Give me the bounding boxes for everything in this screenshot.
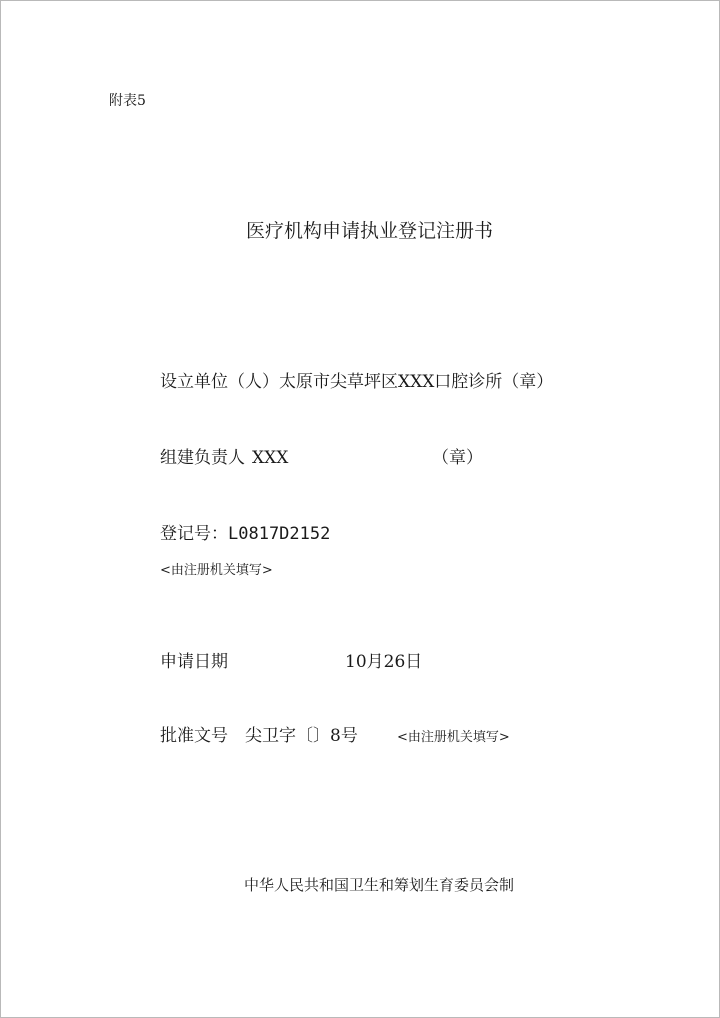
responsible-person-seal: （章） [432, 448, 483, 468]
registration-number-label: 登记号： [160, 524, 228, 544]
establishing-unit-line: 设立单位（人）太原市尖草坪区XXX口腔诊所（章） [160, 372, 554, 392]
registration-number-value: L0817D2152 [228, 524, 331, 544]
application-date-value: 10月26日 [345, 652, 423, 672]
responsible-person-name: XXX [252, 448, 289, 468]
application-date-label: 申请日期 [160, 652, 228, 672]
document-title: 医疗机构申请执业登记注册书 [246, 220, 494, 242]
appendix-label: 附表5 [109, 93, 146, 109]
approval-number-label: 批准文号 [160, 726, 228, 746]
issuing-authority: 中华人民共和国卫生和筹划生育委员会制 [244, 876, 515, 894]
responsible-person-label: 组建负责人 [160, 448, 245, 468]
approval-number-value: 尖卫字〔〕8号 [245, 726, 358, 746]
registration-note: <由注册机关填写> [160, 563, 273, 578]
approval-note: <由注册机关填写> [397, 730, 510, 745]
